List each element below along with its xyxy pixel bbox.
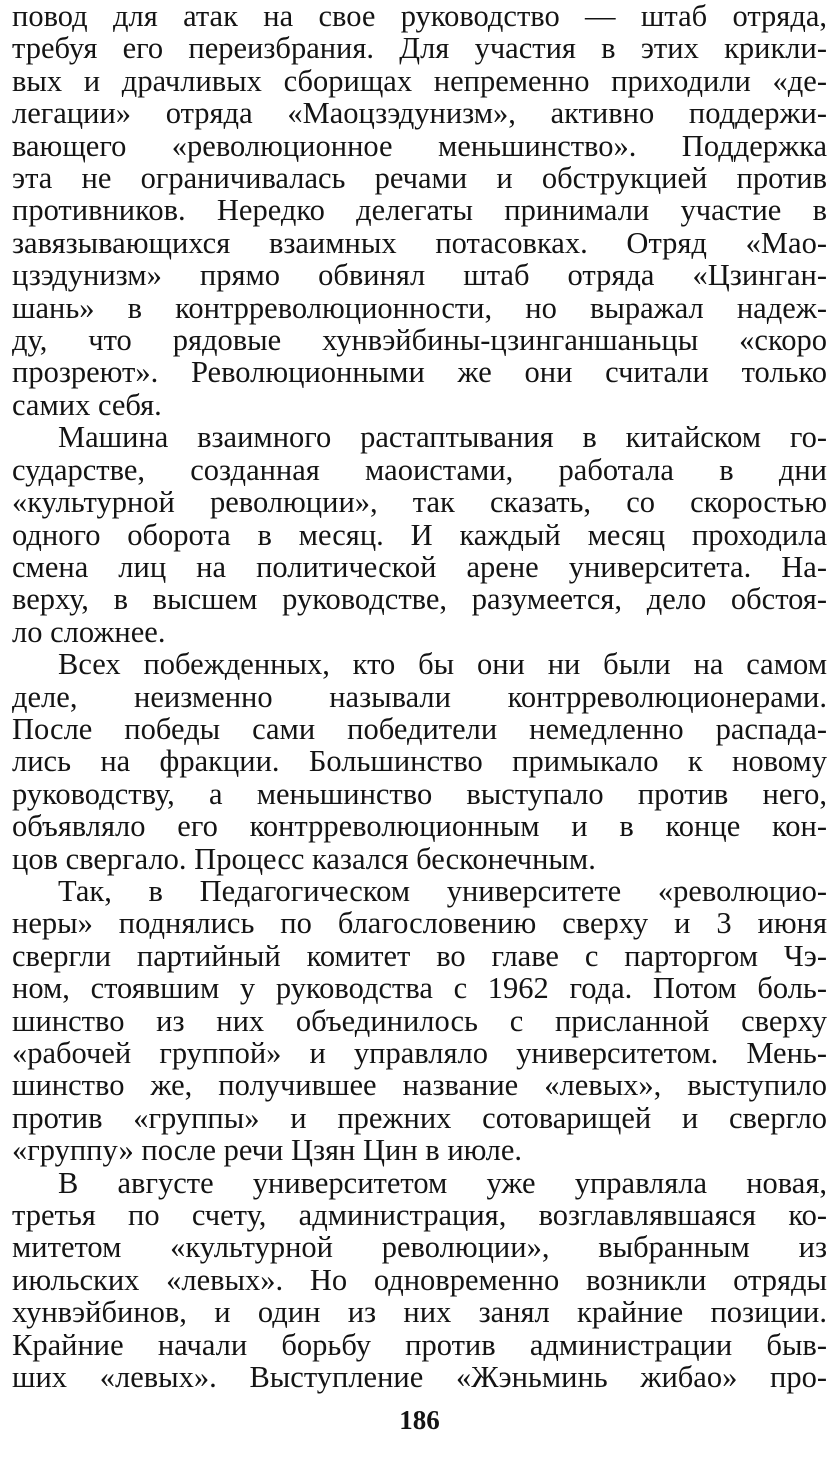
text-line: шинство же, получившее название «левых», выступило xyxy=(12,1068,827,1103)
text-line: одного оборота в месяц. И каждый месяц проходила xyxy=(12,517,827,552)
text-line: вающего «революционное меньшинство». Поддержка xyxy=(12,128,827,163)
text-line: ло сложнее. xyxy=(12,614,166,649)
text-line: «культурной революции», так сказать, со скоростью xyxy=(12,485,827,520)
text-line: Машина взаимного растаптывания в китайском го- xyxy=(58,420,827,455)
text-line: легации» отряда «Маоцзэдунизм», активно поддержи- xyxy=(12,96,827,131)
text-line: шань» в контрреволюционности, но выражал надеж- xyxy=(12,290,827,325)
text-line: вых и драчливых сборищах непременно приходили «де- xyxy=(12,63,827,98)
paragraph xyxy=(12,0,827,421)
text-line: против «группы» и прежних сотоварищей и свергло xyxy=(12,1100,827,1135)
text-line: «рабочей группой» и управляло университетом. Мень- xyxy=(12,1036,827,1070)
text-line: смена лиц на политической арене университета. На- xyxy=(12,549,827,584)
text-line: неры» поднялись по благословению сверху и 3 июня xyxy=(12,906,827,941)
text-line: ном, стоявшим у руководства с 1962 года. Потом боль- xyxy=(12,971,827,1006)
text-line: лись на фракции. Большинство примыкало к новому xyxy=(12,744,827,779)
text-line: цов свергало. Процесс казался бесконечным. xyxy=(12,841,596,876)
paragraph xyxy=(12,875,827,1167)
text-line: объявляло его контрреволюционным и в конце кон- xyxy=(12,809,827,844)
text-line: Так, в Педагогическом университете «революцио- xyxy=(58,873,827,908)
text-line: В августе университетом уже управляла новая, xyxy=(58,1165,827,1200)
text-line: «группу» после речи Цзян Цин в июле. xyxy=(12,1133,523,1168)
book-page xyxy=(12,0,827,1459)
text-line: завязывающихся взаимных потасовках. Отряд «Мао- xyxy=(12,225,827,260)
text-line: шинство из них объединилось с присланной сверху xyxy=(12,1003,827,1038)
text-line: цзэдунизм» прямо обвинял штаб отряда «Цзинган- xyxy=(12,258,827,293)
text-line: свергли партийный комитет во главе с парторгом Чэ- xyxy=(12,938,827,973)
text-line: Всех побежденных, кто бы они ни были на самом xyxy=(58,647,827,682)
text-line: хунвэйбинов, и один из них занял крайние позиции. xyxy=(12,1295,827,1330)
text-line: митетом «культурной революции», выбранным из xyxy=(12,1230,827,1265)
page-number: 186 xyxy=(399,1405,440,1435)
text-line: ших «левых». Выступление «Жэньминь жибао» про- xyxy=(12,1360,827,1395)
text-line: ду, что рядовые хунвэйбины-цзинганшаньцы «скоро xyxy=(12,323,827,358)
text-line: повод для атак на свое руководство — штаб отряда, xyxy=(12,0,827,33)
text-line: сударстве, созданная маоистами, работала в дни xyxy=(12,452,827,487)
text-line: Крайние начали борьбу против администрации быв- xyxy=(12,1327,827,1362)
paragraph xyxy=(12,1167,827,1394)
text-line: прозреют». Революционными же они считали только xyxy=(12,355,827,390)
text-line: третья по счету, администрация, возглавлявшаяся ко- xyxy=(12,1198,827,1233)
text-line: противников. Нередко делегаты принимали участие в xyxy=(12,193,827,228)
text-line: После победы сами победители немедленно распада- xyxy=(12,711,827,746)
text-line: деле, неизменно называли контрреволюционерами. xyxy=(12,679,827,714)
text-line: самих себя. xyxy=(12,387,162,422)
paragraph xyxy=(12,421,827,648)
text-line: требуя его переизбрания. Для участия в этих крикли- xyxy=(12,31,827,66)
text-line: эта не ограничивалась речами и обструкцией против xyxy=(12,161,827,196)
text-line: верху, в высшем руководстве, разумеется, дело обстоя- xyxy=(12,582,827,617)
body-text xyxy=(12,0,827,1393)
text-line: июльских «левых». Но одновременно возникли отряды xyxy=(12,1262,827,1297)
paragraph xyxy=(12,648,827,875)
text-line: руководству, а меньшинство выступало против него, xyxy=(12,776,827,811)
